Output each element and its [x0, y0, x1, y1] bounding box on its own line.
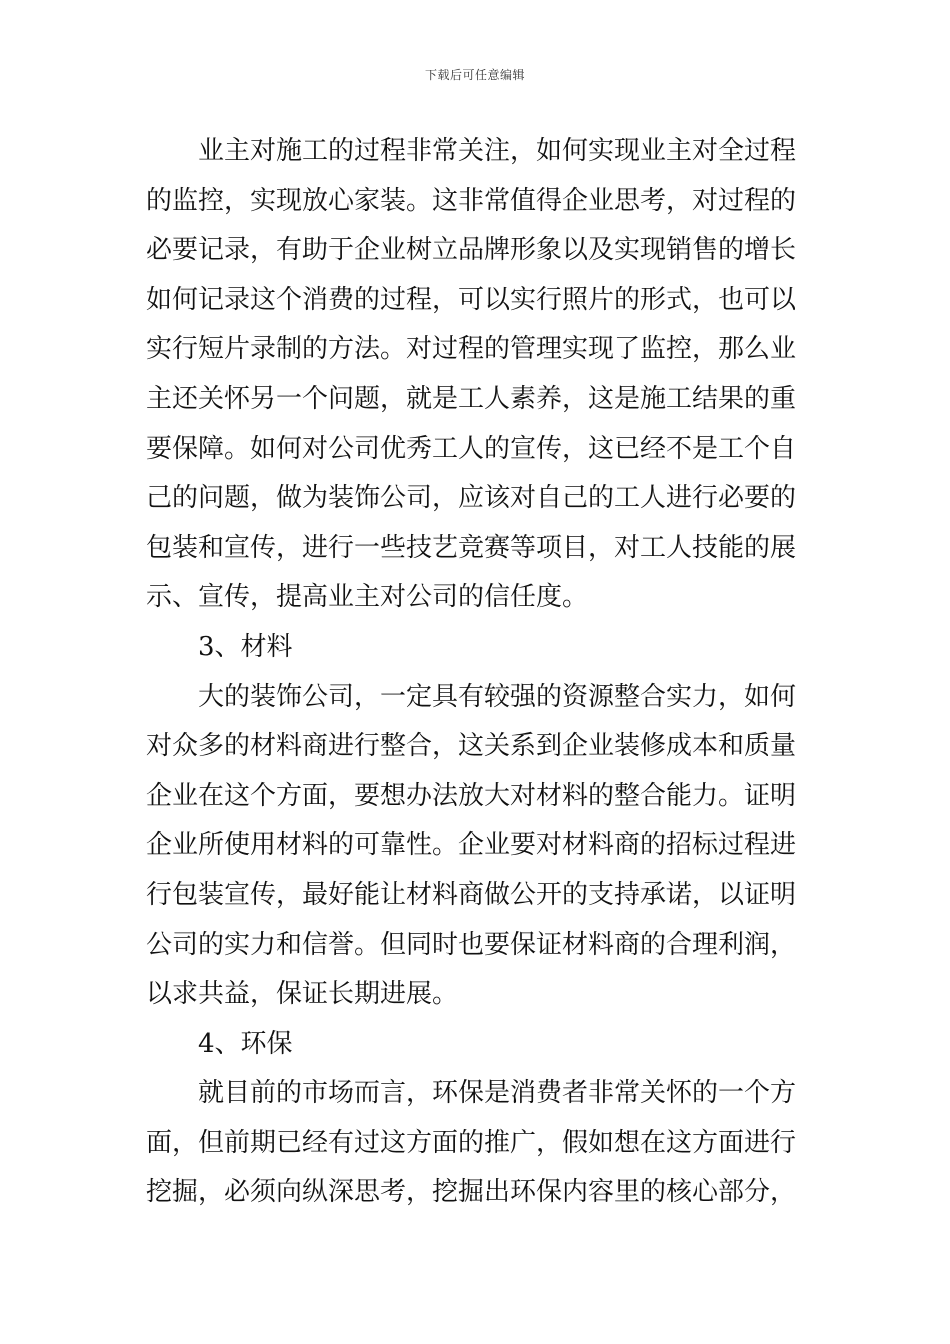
text-line: 3、材料	[198, 631, 293, 662]
text-line: 公司的实力和信誉。但同时也要保证材料商的合理利润，	[146, 929, 797, 960]
text-line: 主还关怀另一个问题，就是工人素养，这是施工结果的重	[146, 383, 797, 414]
text-line: 包装和宣传，进行一些技艺竞赛等项目，对工人技能的展	[146, 532, 797, 563]
text-line: 实行短片录制的方法。对过程的管理实现了监控，那么业	[146, 334, 797, 365]
text-line: 面，但前期已经有过这方面的推广，假如想在这方面进行	[146, 1127, 797, 1158]
text-line: 己的问题，做为装饰公司，应该对自己的工人进行必要的	[146, 483, 797, 514]
document-body	[146, 127, 806, 1218]
text-line: 行包装宣传，最好能让材料商做公开的支持承诺，以证明	[146, 879, 797, 910]
text-line: 挖掘，必须向纵深思考，挖掘出环保内容里的核心部分，	[146, 1177, 797, 1208]
text-line: 对众多的材料商进行整合，这关系到企业装修成本和质量	[146, 731, 797, 762]
text-line: 就目前的市场而言，环保是消费者非常关怀的一个方	[198, 1078, 797, 1109]
text-line: 如何记录这个消费的过程，可以实行照片的形式，也可以	[146, 284, 797, 315]
text-line: 4、环保	[198, 1028, 293, 1059]
text-line: 大的装饰公司，一定具有较强的资源整合实力，如何	[198, 681, 797, 712]
text-line: 业主对施工的过程非常关注，如何实现业主对全过程	[198, 136, 797, 166]
text-line: 必要记录，有助于企业树立品牌形象以及实现销售的增长	[146, 235, 797, 266]
text-line: 以求共益，保证长期进展。	[146, 979, 459, 1010]
page-header-note: 下载后可任意编辑	[424, 68, 525, 82]
text-line: 企业在这个方面，要想办法放大对材料的整合能力。证明	[146, 780, 797, 811]
text-line: 示、宣传，提高业主对公司的信任度。	[146, 582, 589, 613]
text-line: 企业所使用材料的可靠性。企业要对材料商的招标过程进	[146, 830, 797, 861]
text-line: 的监控，实现放心家装。这非常值得企业思考，对过程的	[146, 185, 797, 216]
text-line: 要保障。如何对公司优秀工人的宣传，这已经不是工个自	[146, 433, 797, 464]
